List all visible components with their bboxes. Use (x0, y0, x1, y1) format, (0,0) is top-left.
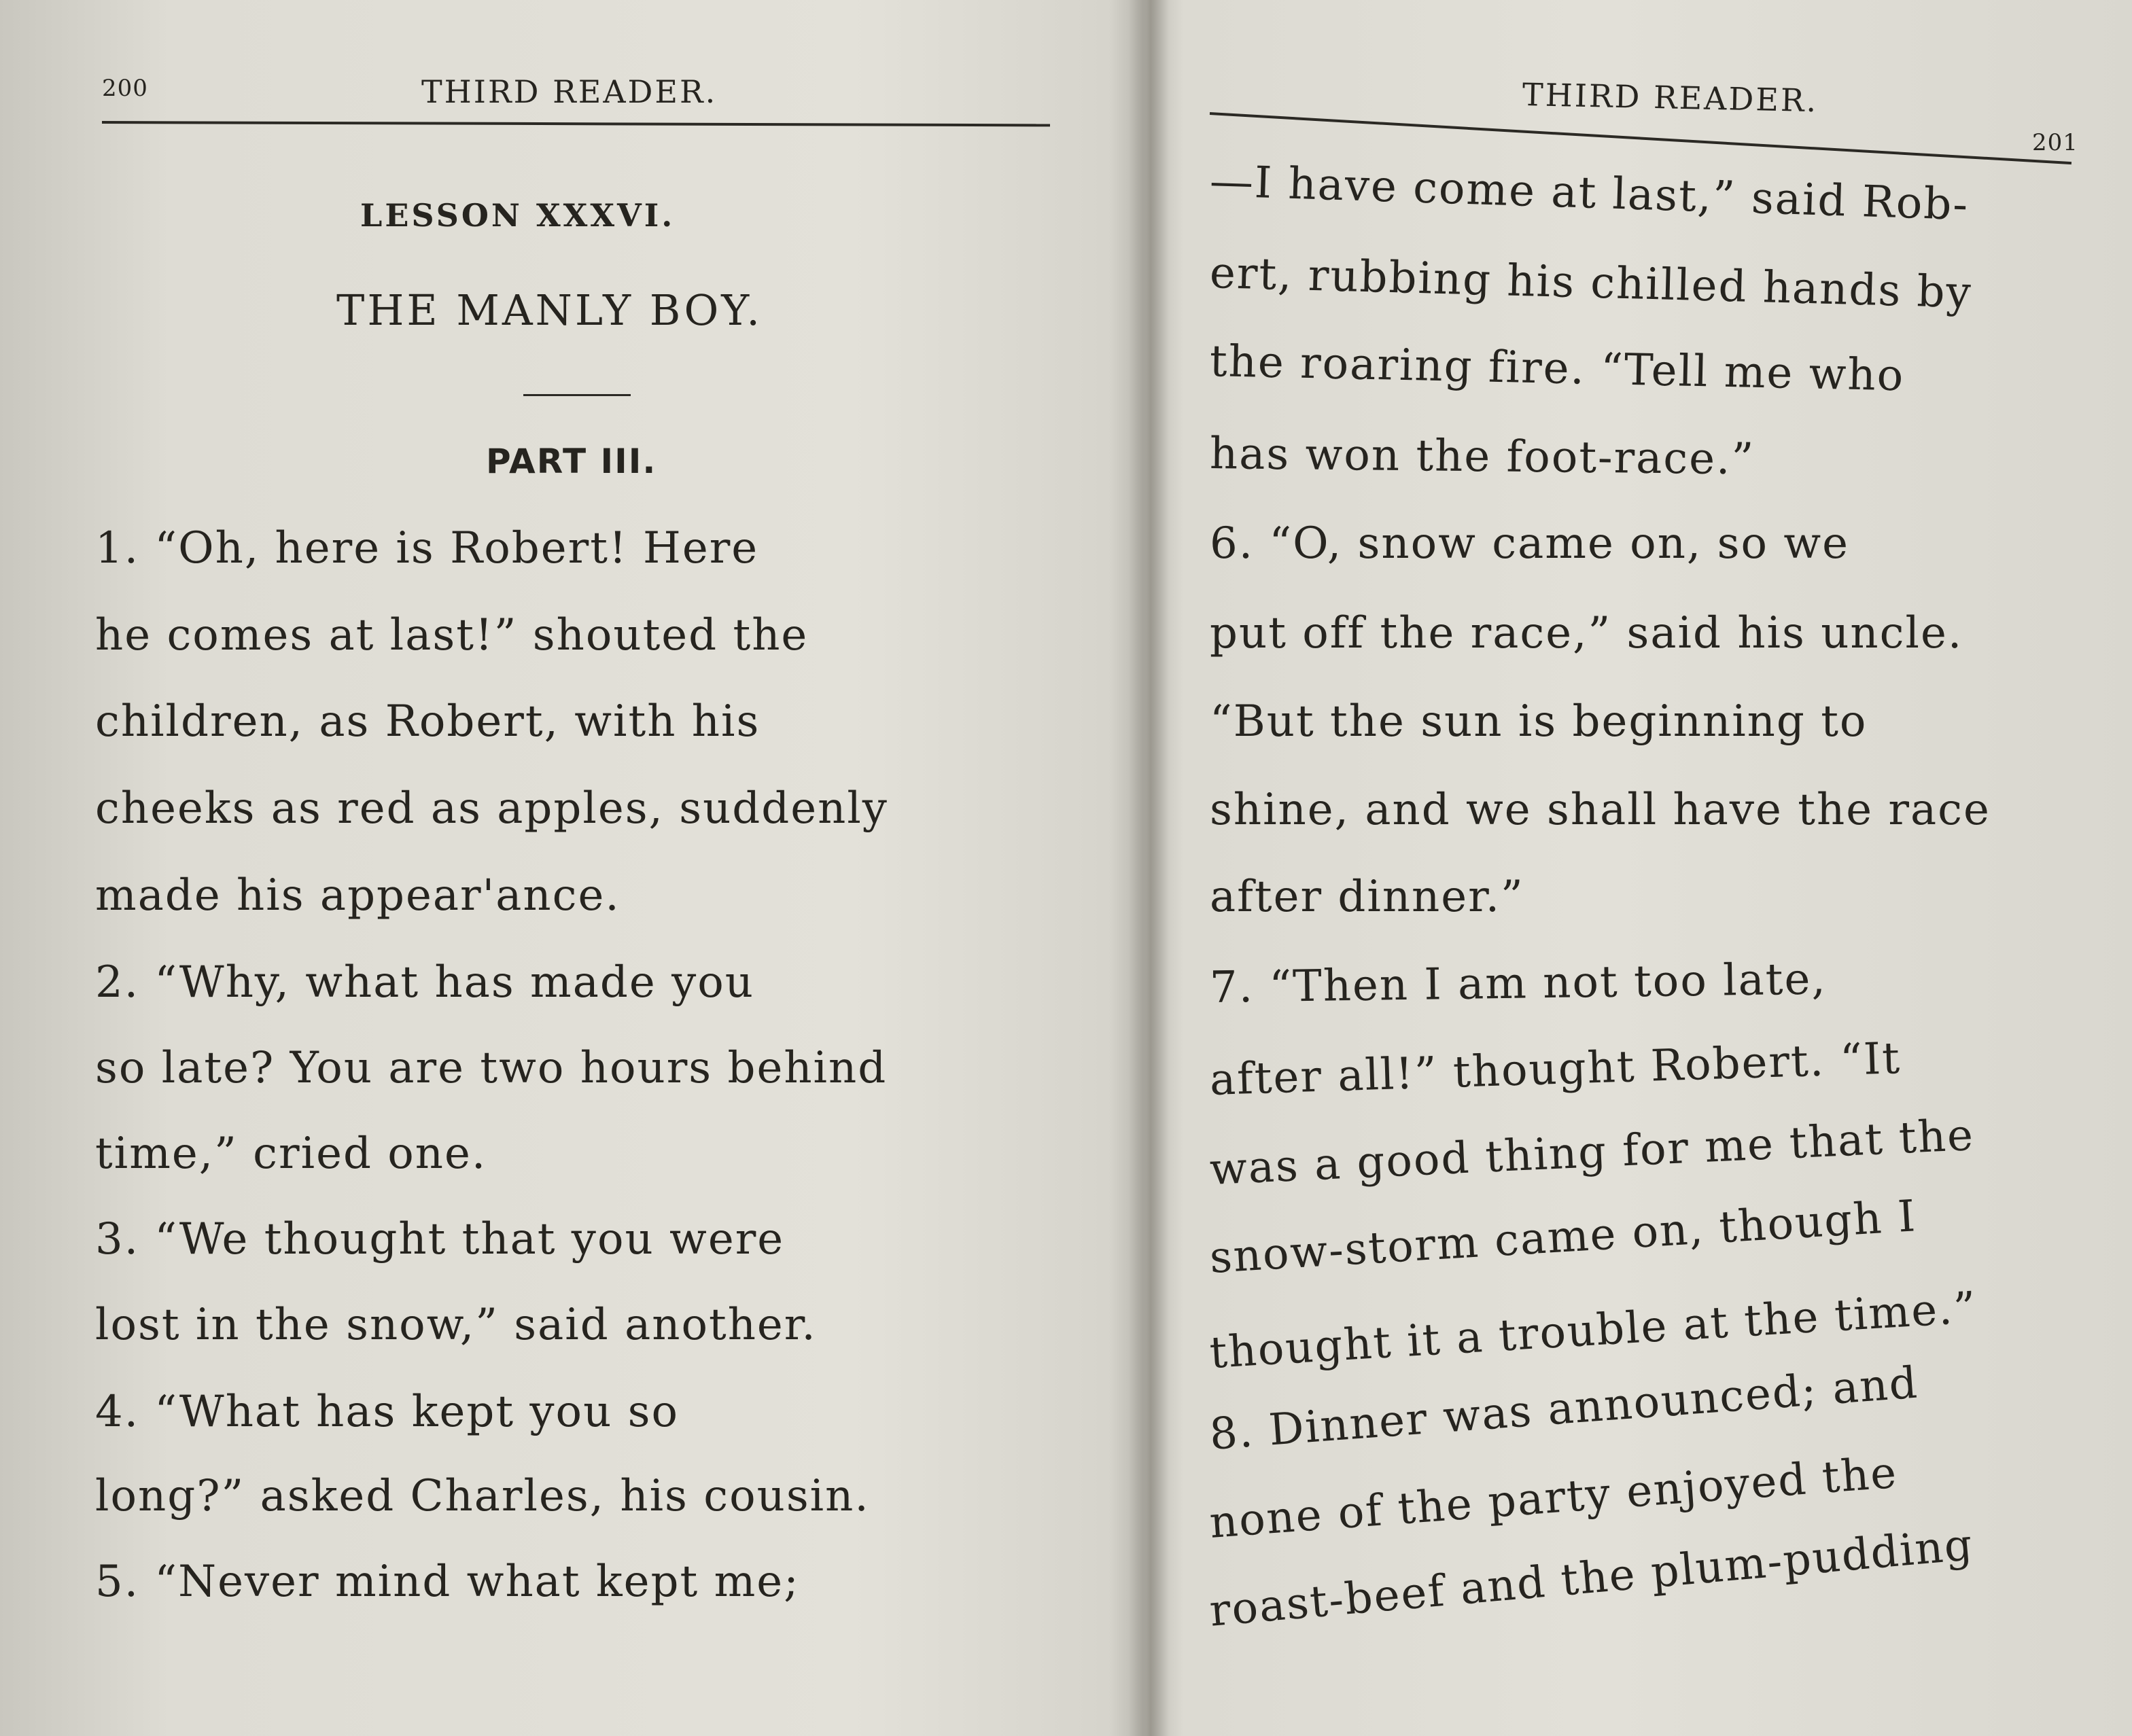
text-line: after dinner.” (1210, 872, 1524, 922)
text-line: shine, and we shall have the race (1210, 785, 1991, 835)
text-line: 4. “What has kept you so (95, 1387, 679, 1437)
lesson-heading: LESSON XXXVI. (360, 197, 676, 234)
text-line: 2. “Why, what has made you (95, 957, 754, 1008)
text-line: —I have come at last,” said Rob- (1208, 156, 1970, 231)
text-line: 6. “O, snow came on, so we (1210, 518, 1849, 569)
page-number: 200 (102, 75, 148, 102)
text-line: ert, rubbing his chilled hands by (1209, 248, 1973, 319)
text-line: was a good thing for me that the (1208, 1110, 1976, 1195)
text-line: none of the party enjoyed the (1208, 1447, 1900, 1548)
title-divider (523, 394, 631, 396)
text-line: 5. “Never mind what kept me; (95, 1557, 800, 1607)
text-line: 1. “Oh, here is Robert! Here (95, 523, 759, 573)
text-line: long?” asked Charles, his cousin. (95, 1471, 870, 1521)
text-line: cheeks as red as apples, suddenly (95, 783, 888, 834)
text-line: “But the sun is beginning to (1210, 696, 1868, 747)
header-rule (1210, 112, 2072, 164)
text-line: thought it a trouble at the time.” (1208, 1282, 1979, 1379)
text-line: so late? You are two hours behind (95, 1043, 888, 1093)
text-line: 3. “We thought that you were (95, 1214, 785, 1264)
header-rule (102, 121, 1050, 126)
text-line: lost in the snow,” said another. (95, 1300, 817, 1350)
lesson-title: THE MANLY BOY. (336, 285, 763, 335)
text-line: children, as Robert, with his (95, 696, 761, 747)
running-head: THIRD READER. (421, 73, 718, 110)
page-number: 201 (2032, 129, 2078, 156)
text-line: roast-beef and the plum-pudding (1207, 1519, 1976, 1637)
text-line: time,” cried one. (95, 1129, 487, 1179)
text-line: has won the foot-race.” (1209, 429, 1755, 485)
text-line: snow-storm came on, though I (1208, 1191, 1918, 1283)
text-line: made his appear'ance. (95, 870, 621, 921)
text-line: after all!” thought Robert. “It (1208, 1033, 1902, 1105)
text-line: the roaring fire. “Tell me who (1209, 336, 1905, 402)
running-head: THIRD READER. (1522, 76, 1819, 120)
text-line: 7. “Then I am not too late, (1209, 954, 1828, 1013)
text-line: put off the race,” said his uncle. (1210, 608, 1963, 658)
right-page (1155, 0, 2132, 1736)
text-line: 8. Dinner was announced; and (1208, 1358, 1920, 1460)
part-heading: PART III. (486, 442, 657, 481)
text-line: he comes at last!” shouted the (95, 610, 809, 660)
